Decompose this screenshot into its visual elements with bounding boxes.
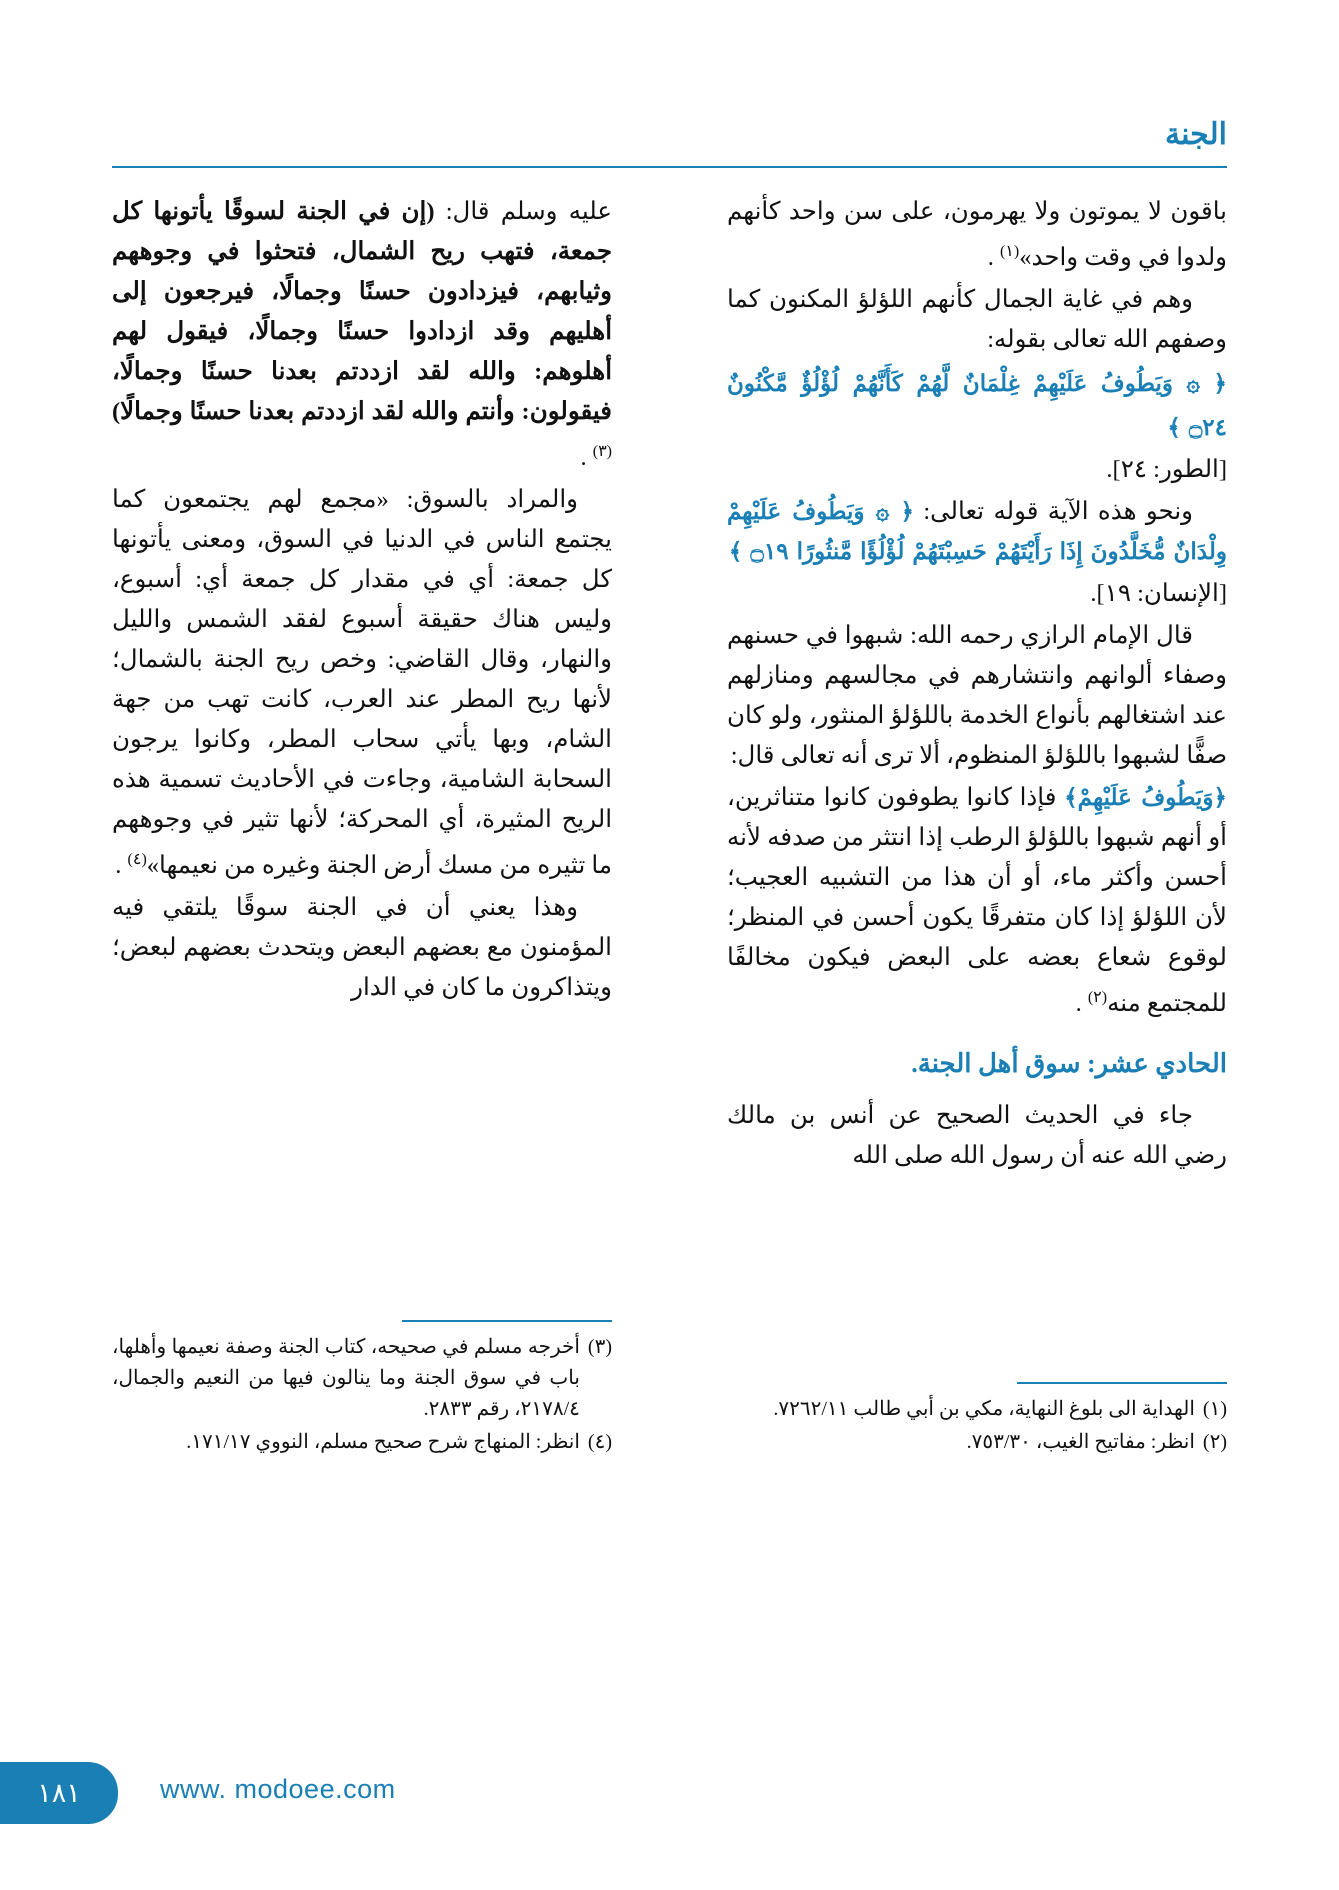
footnote-divider — [402, 1320, 612, 1322]
footnote-marker: (٢) — [1087, 989, 1108, 1007]
page-number: ١٨١ — [0, 1762, 118, 1824]
footnote-text: أخرجه مسلم في صحيحه، كتاب الجنة وصفة نعيمها وأهلها، باب في سوق الجنة وما ينالون فيها من النعيم والجمال، ٢١٧٨/٤، رقم ٢٨٣٣. — [112, 1336, 580, 1420]
section-heading: الحادي عشر: سوق أهل الجنة. — [911, 1049, 1227, 1079]
paragraph-tail: . — [987, 244, 1000, 272]
paragraph-verse-intro — [727, 492, 1227, 572]
hadith-preamble: عليه وسلم قال: — [434, 198, 612, 225]
paragraph-text: باقون لا يموتون ولا يهرمون، على سن واحد كأنهم ولدوا في وقت واحد» — [727, 198, 1227, 272]
paragraph-explanation — [112, 480, 612, 886]
footnotes-right — [727, 1382, 1227, 1460]
paragraph-beauty: وهم في غاية الجمال كأنهم اللؤلؤ المكنون كما وصفهم الله تعالى بقوله: — [727, 286, 1227, 354]
footnote-item — [112, 1332, 612, 1425]
footnote-divider — [1017, 1382, 1227, 1384]
footnote-number: (١) — [1202, 1398, 1227, 1420]
footnote-text: انظر: مفاتيح الغيب، ٧٥٣/٣٠. — [966, 1431, 1195, 1453]
footnotes-left — [112, 1320, 612, 1460]
page-header — [112, 117, 1227, 172]
footnote-text: الهداية الى بلوغ النهاية، مكي بن أبي طالب ٧٢٦٢/١١. — [773, 1398, 1195, 1420]
verse-intro-text: ونحو هذه الآية قوله تعالى: — [913, 498, 1193, 526]
paragraph-conclusion: وهذا يعني أن في الجنة سوقًا يلتقي فيه المؤمنون مع بعضهم البعض ويتحدث بعضهم لبعض؛ ويتذاكرون ما كان في الدار — [112, 894, 612, 1002]
paragraph-hadith — [112, 192, 612, 478]
hadith-text: (إن في الجنة لسوقًا يأتونها كل جمعة، فتهب ريح الشمال، فتحثوا في وجوههم وثيابهم، فيزدادون حسنًا وجمالًا، فيرجعون إلى أهليهم وقد ازدادوا حسنًا وجمالًا، فيقول لهم أهلوهم: والله لقد ازددتم بعدنا حسنًا وجمالًا، فيقولون: وأنتم والله لقد ازددتم بعدنا حسنًا وجمالًا) — [112, 198, 612, 425]
column-left — [112, 192, 612, 1010]
quran-verse-tur-24: ﴿ ۞ وَيَطُوفُ عَلَيْهِمْ غِلْمَانٌ لَّهُمْ كَأَنَّهُمْ لُؤْلُؤٌ مَّكْنُونٌ ۝٢٤ ﴾ — [727, 370, 1227, 442]
footnote-marker: (٤) — [127, 851, 147, 869]
explanation-tail: . — [115, 852, 128, 880]
paragraph-continuation — [727, 192, 1227, 278]
footnote-item — [112, 1427, 612, 1458]
page-title: الجنة — [1165, 117, 1227, 152]
site-url[interactable]: www. modoee.com — [160, 1774, 396, 1804]
footnote-number: (٣) — [587, 1336, 612, 1358]
razi-tail: . — [1075, 990, 1088, 1018]
hadith-tail: . — [580, 444, 593, 472]
paragraph-razi: قال الإمام الرازي رحمه الله: شبهوا في حسنهم وصفاء ألوانهم وانتشارهم في مجالسهم ومنازلهم عند اشتغالهم بأنواع الخدمة باللؤلؤ المنثور، ولو كان صفًّا لشبهوا باللؤلؤ المنظوم، ألا ترى أنه تعالى قال: — [727, 622, 1227, 770]
header-divider — [112, 166, 1227, 168]
verse-reference-tur: [الطور: ٢٤]. — [1106, 456, 1227, 484]
footnote-item — [727, 1394, 1227, 1425]
paragraph-razi-continued — [727, 778, 1227, 1024]
footnote-marker: (١) — [999, 243, 1020, 260]
footnote-number: (٤) — [587, 1431, 612, 1453]
quran-verse-insan-19: ﴿ ۞ وَيَطُوفُ عَلَيْهِمْ وِلْدَانٌ مُّخَلَّدُونَ إِذَا رَأَيْتَهُمْ حَسِبْتَهُمْ لُؤْلُؤًا مَّنثُورًا ۝١٩ ﴾ — [727, 498, 1227, 566]
page-footer — [0, 1762, 1339, 1832]
footnote-number: (٢) — [1202, 1431, 1227, 1453]
verse-reference-insan: [الإنسان: ١٩]. — [1090, 580, 1227, 608]
quran-verse-inline: ﴿وَيَطُوفُ عَلَيْهِمْ﴾ — [1064, 784, 1227, 812]
paragraph-hadith-intro: جاء في الحديث الصحيح عن أنس بن مالك رضي الله عنه أن رسول الله صلى الله — [727, 1102, 1227, 1170]
footnote-text: انظر: المنهاج شرح صحيح مسلم، النووي ١٧١/١٧. — [186, 1431, 580, 1453]
column-right — [727, 192, 1227, 1178]
footnote-item — [727, 1427, 1227, 1458]
footnote-marker: (٣) — [592, 443, 612, 460]
explanation-text: والمراد بالسوق: «مجمع لهم يجتمعون كما يجتمع الناس في الدنيا في السوق، ومعنى يأتونها كل جمعة: أي في مقدار كل جمعة أي: أسبوع، وليس هناك حقيقة أسبوع لفقد الشمس والليل والنهار، وقال القاضي: وخص ريح الجنة بالشمال؛ لأنها ريح المطر عند العرب، كانت تهب من جهة الشام، وبها يأتي سحاب المطر، وكانوا يرجون السحابة الشامية، وجاءت في الأحاديث تسمية هذه الريح المثيرة، أي المحركة؛ لأنها تثير في وجوههم ما تثيره من مسك أرض الجنة وغيره من نعيمها» — [112, 486, 612, 880]
razi-continued-text: فإذا كانوا يطوفون كانوا متناثرين، أو أنهم شبهوا باللؤلؤ الرطب إذا انتثر من صدفه لأنه أحسن وأكثر ماء، أو أن هذا من التشبيه العجيب؛ لأن اللؤلؤ إذا كان متفرقًا يكون أحسن في المنظر؛ لوقوع شعاع بعضه على البعض فيكون مخالفًا للمجتمع منه — [727, 784, 1227, 1018]
